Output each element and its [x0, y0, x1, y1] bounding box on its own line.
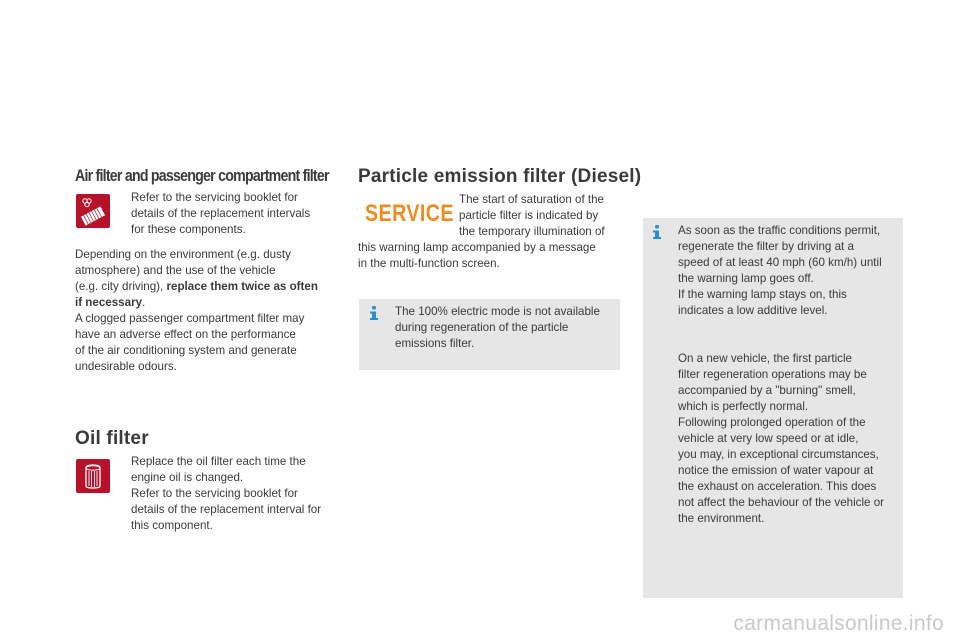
oil-filter-icon — [76, 459, 110, 493]
particle-filter-heading: Particle emission filter (Diesel) — [358, 166, 642, 187]
text-line: which is perfectly normal. — [678, 400, 809, 413]
regeneration-paragraph — [678, 223, 882, 319]
text-line: for these components. — [131, 223, 246, 236]
text-line: details of the replacement interval for — [131, 503, 322, 516]
service-warning-icon: SERVICE — [365, 200, 454, 227]
text-line: accompanied by a "burning" smell, — [678, 384, 856, 397]
text-line: Following prolonged operation of the — [678, 416, 866, 429]
text-line: of the air conditioning system and generate — [75, 344, 297, 357]
text-line: during regeneration of the particle — [395, 321, 569, 334]
text-line: have an adverse effect on the performance — [75, 328, 296, 341]
text-line: particle filter is indicated by — [459, 209, 599, 222]
text-line — [75, 295, 318, 311]
text-line: this component. — [131, 519, 213, 532]
text-line: speed of at least 40 mph (60 km/h) until — [678, 256, 882, 269]
text-line: filter regeneration operations may be — [678, 368, 867, 381]
text-line: you may, in exceptional circumstances, — [678, 448, 879, 461]
text-line: details of the replacement intervals — [131, 207, 311, 220]
air-filter-body — [75, 247, 318, 375]
text-fragment: . — [142, 296, 146, 309]
text-line: atmosphere) and the use of the vehicle — [75, 264, 276, 277]
text-line: indicates a low additive level. — [678, 304, 828, 317]
text-line: not affect the behaviour of the vehicle or — [678, 496, 885, 509]
emphasis-text: replace them twice as often — [166, 280, 318, 293]
text-fragment: (e.g. city driving), — [75, 280, 167, 293]
text-line: in the multi-function screen. — [358, 257, 500, 270]
text-line: the temporary illumination of — [459, 225, 605, 238]
text-line: the warning lamp goes off. — [678, 272, 814, 285]
text-line: Depending on the environment (e.g. dusty — [75, 248, 291, 261]
oil-filter-text — [131, 454, 321, 534]
electric-mode-note — [395, 304, 600, 352]
watermark: carmanualsonline.info — [733, 612, 944, 635]
text-line: the exhaust on acceleration. This does — [678, 480, 877, 493]
electric-mode-note-box — [359, 299, 620, 370]
text-line: this warning lamp accompanied by a message — [358, 241, 596, 254]
air-filter-icon — [76, 194, 110, 228]
air-filter-heading: Air filter and passenger compartment filter — [75, 167, 329, 185]
text-line: notice the emission of water vapour at — [678, 464, 874, 477]
text-line: regenerate the filter by driving at a — [678, 240, 854, 253]
text-line: The start of saturation of the — [459, 193, 605, 206]
text-line: Replace the oil filter each time the — [131, 455, 306, 468]
info-icon — [650, 224, 664, 240]
text-line: vehicle at very low speed or at idle, — [678, 432, 859, 445]
text-line: engine oil is changed. — [131, 471, 244, 484]
text-line — [75, 279, 318, 295]
emphasis-text: if necessary — [75, 296, 143, 309]
oil-filter-heading: Oil filter — [75, 428, 149, 449]
text-line: Refer to the servicing booklet for — [131, 487, 298, 500]
regeneration-info-panel — [643, 218, 903, 598]
text-line: undesirable odours. — [75, 360, 177, 373]
text-line: As soon as the traffic conditions permit, — [678, 224, 881, 237]
particle-filter-intro-full — [358, 240, 596, 272]
text-line: The 100% electric mode is not available — [395, 305, 600, 318]
text-line: A clogged passenger compartment filter may — [75, 312, 305, 325]
new-vehicle-paragraph — [678, 351, 884, 527]
air-filter-intro — [131, 190, 310, 238]
text-line: Refer to the servicing booklet for — [131, 191, 298, 204]
text-line: On a new vehicle, the first particle — [678, 352, 852, 365]
particle-filter-intro-right — [459, 192, 605, 240]
text-line: If the warning lamp stays on, this — [678, 288, 847, 301]
text-line: emissions filter. — [395, 337, 475, 350]
text-line: the environment. — [678, 512, 765, 525]
info-icon — [367, 305, 381, 321]
